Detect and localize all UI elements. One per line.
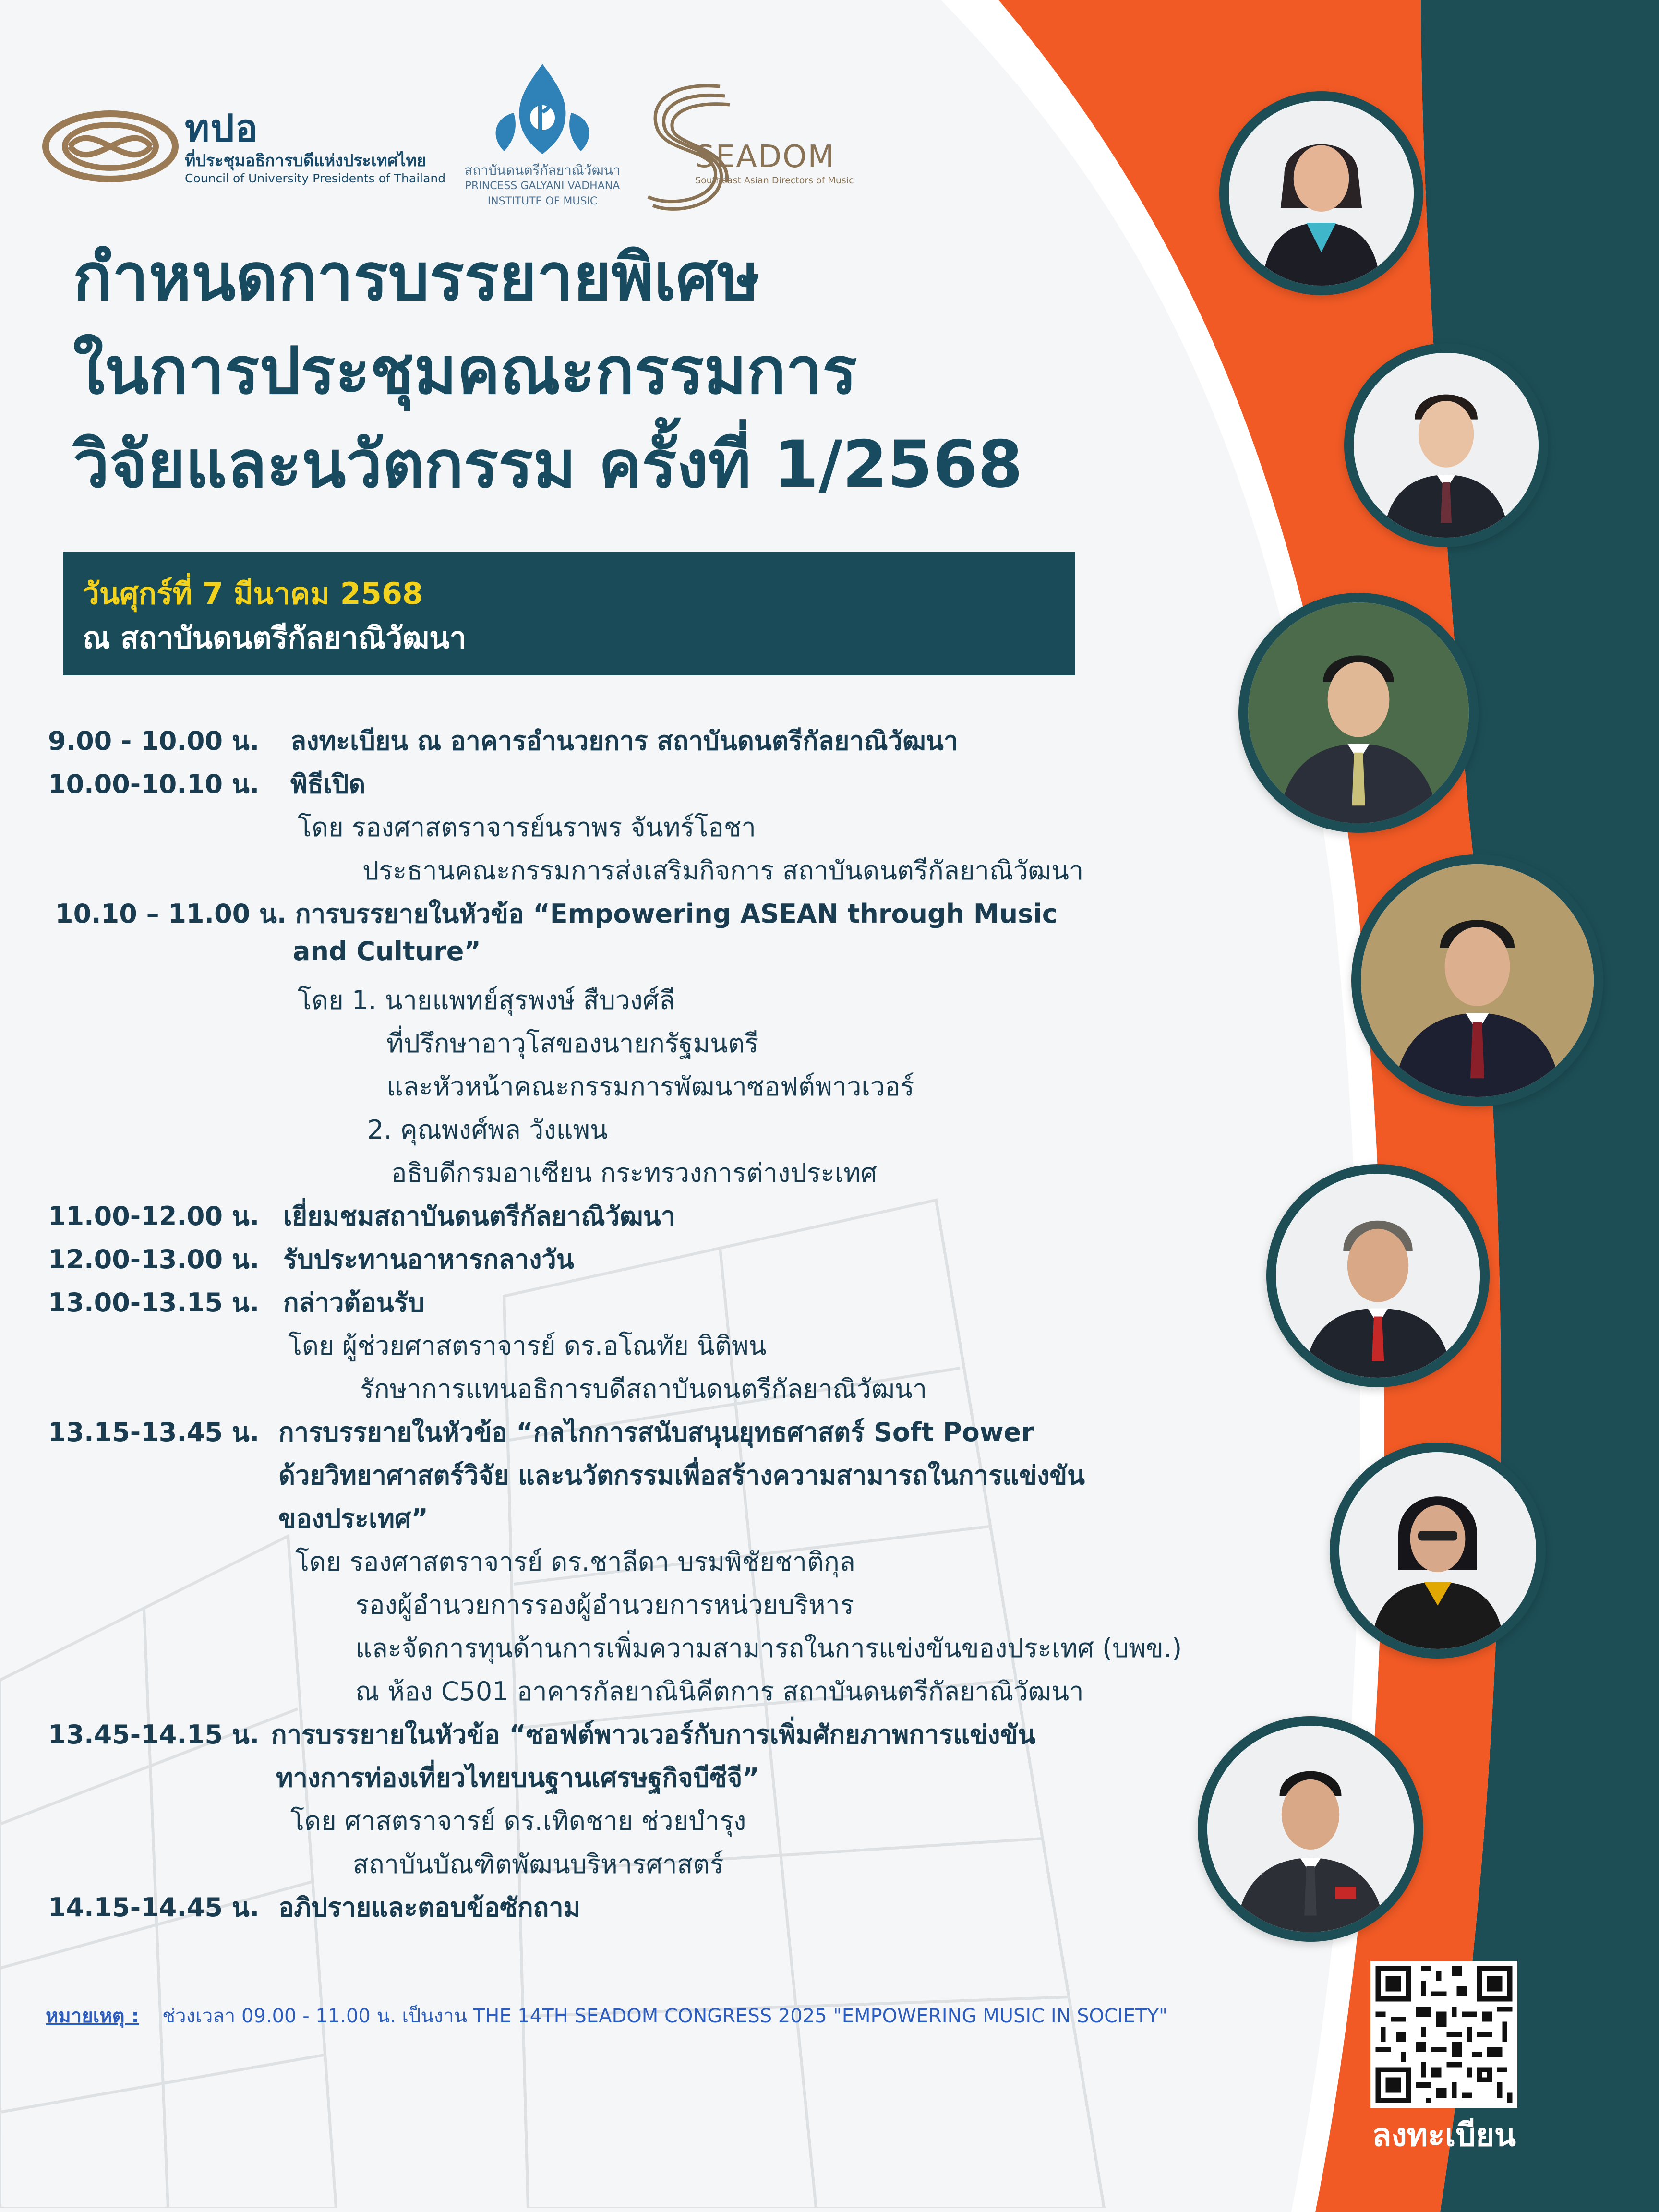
male-speaker-portrait-icon [1354, 353, 1539, 538]
schedule-item-1: ลงทะเบียน ณ อาคารอำนวยการ สถาบันดนตรีกัลยาณิวัฒนา [290, 726, 959, 756]
schedule-item-3-line-1: การบรรยายในหัวข้อ “Empowering ASEAN through Music [295, 899, 1058, 929]
schedule-role-7-1: รองผู้อำนวยการรองผู้อำนวยการหน่วยบริหาร [355, 1590, 854, 1620]
schedule-item-6: กล่าวต้อนรับ [283, 1287, 425, 1318]
female-speaker-portrait-icon [1229, 101, 1414, 286]
male-speaker-portrait-icon [1276, 1174, 1480, 1378]
schedule-role-3-1a: ที่ปรึกษาอาวุโสของนายกรัฐมนตรี [386, 1028, 759, 1058]
schedule-item-7-line-2: ด้วยวิทยาศาสตร์วิจัย และนวัตกรรมเพื่อสร้างความสามารถในการแข่งขัน [278, 1460, 1085, 1491]
pgvim-english-name-line-2: INSTITUTE OF MUSIC [487, 195, 598, 207]
schedule-role-7-2: และจัดการทุนด้านการเพิ่มความสามารถในการแข่งขันของประเทศ (บพข.) [355, 1633, 1182, 1663]
registration-qr-code[interactable] [1370, 1961, 1517, 2108]
speaker-photo-5 [1266, 1164, 1490, 1387]
seadom-name: SEADOM [695, 139, 835, 175]
note-label: หมายเหตุ : [46, 2005, 139, 2027]
schedule-time-9: 14.15-14.45 น. [48, 1892, 260, 1923]
cupt-logo [41, 103, 446, 190]
female-speaker-portrait-icon [1339, 1452, 1536, 1649]
speaker-photo-7 [1198, 1716, 1423, 1942]
event-venue: ณ สถาบันดนตรีกัลยาณิวัฒนา [83, 620, 467, 655]
schedule-role-8: สถาบันบัณฑิตพัฒนบริหารศาสตร์ [353, 1849, 724, 1879]
schedule-role-3-1b: และหัวหน้าคณะกรรมการพัฒนาซอฟต์พาวเวอร์ [386, 1071, 914, 1102]
cupt-thai-name: ที่ประชุมอธิการบดีแห่งประเทศไทย [185, 151, 426, 170]
schedule-role-2: ประธานคณะกรรมการส่งเสริมกิจการ สถาบันดนตรีกัลยาณิวัฒนา [362, 855, 1084, 886]
schedule-item-8-line-2: ทางการท่องเที่ยวไทยบนฐานเศรษฐกิจบีซีจี” [276, 1763, 759, 1793]
schedule-by-8: โดย ศาสตราจารย์ ดร.เทิดชาย ช่วยบำรุง [290, 1806, 746, 1836]
schedule-time-3: 10.10 – 11.00 น. [55, 899, 287, 929]
speaker-photo-6 [1330, 1443, 1546, 1659]
schedule-item-8-line-1: การบรรยายในหัวข้อ “ซอฟต์พาวเวอร์กับการเพิ่มศักยภาพการแข่งขัน [271, 1719, 1036, 1750]
schedule-time-5: 12.00-13.00 น. [48, 1244, 260, 1274]
schedule-time-2: 10.00-10.10 น. [48, 769, 260, 799]
register-label: ลงทะเบียน [1372, 2116, 1516, 2153]
schedule-by-3: โดย 1. นายแพทย์สุรพงษ์ สืบวงศ์ลี [298, 985, 675, 1015]
schedule-item-7-line-1: การบรรยายในหัวข้อ “กลไกการสนับสนุนยุทธศาสตร์ Soft Power [278, 1417, 1034, 1447]
schedule-time-1: 9.00 - 10.00 น. [48, 726, 260, 756]
schedule-role-3-2: อธิบดีกรมอาเซียน กระทรวงการต่างประเทศ [391, 1158, 877, 1188]
qr-code-icon [1370, 1961, 1517, 2108]
pgvim-emblem-icon [442, 60, 643, 158]
speaker-photo-1 [1219, 91, 1423, 295]
note-text: ช่วงเวลา 09.00 - 11.00 น. เป็นงาน THE 14TH SEADOM CONGRESS 2025 "EMPOWERING MUSIC IN SOCIETY" [162, 2005, 1168, 2027]
schedule-item-9: อภิปรายและตอบข้อซักถาม [278, 1892, 581, 1923]
schedule-by-7: โดย รองศาสตราจารย์ ดร.ชาลีดา บรมพิชัยชาติกุล [295, 1547, 855, 1577]
schedule-time-8: 13.45-14.15 น. [48, 1719, 260, 1750]
title-line-2: ในการประชุมคณะกรรมการ [73, 333, 857, 409]
date-venue-box [63, 552, 1075, 675]
schedule-time-4: 11.00-12.00 น. [48, 1201, 260, 1231]
schedule-role-6: รักษาการแทนอธิการบดีสถาบันดนตรีกัลยาณิวัฒนา [360, 1374, 927, 1404]
seadom-logo [638, 77, 854, 216]
pgvim-english-name-line-1: PRINCESS GALYANI VADHANA [465, 180, 620, 192]
schedule-time-6: 13.00-13.15 น. [48, 1287, 260, 1318]
cupt-abbreviation: ทปอ [185, 107, 259, 150]
speaker-photo-3 [1238, 593, 1479, 833]
male-speaker-portrait-icon [1361, 864, 1594, 1097]
event-date: วันศุกร์ที่ 7 มีนาคม 2568 [83, 576, 423, 611]
cupt-english-name: Council of University Presidents of Thailand [185, 171, 446, 185]
title-line-1: กำหนดการบรรยายพิเศษ [73, 240, 760, 315]
male-speaker-portrait-icon [1248, 602, 1469, 823]
schedule-by-6: โดย ผู้ช่วยศาสตราจารย์ ดร.อโณทัย นิติพน [288, 1331, 767, 1361]
seadom-subtitle: Southeast Asian Directors of Music [695, 175, 854, 186]
schedule-time-7: 13.15-13.45 น. [48, 1417, 260, 1447]
male-speaker-portrait-icon [1207, 1726, 1414, 1932]
cupt-emblem-icon [41, 108, 180, 185]
speaker-photo-4 [1351, 854, 1603, 1106]
schedule-role-7-3: ณ ห้อง C501 อาคารกัลยาณินิคีตการ สถาบันดนตรีกัลยาณิวัฒนา [355, 1676, 1084, 1707]
schedule-item-3-line-2: and Culture” [293, 936, 481, 966]
schedule-item-2: พิธีเปิด [290, 769, 366, 799]
schedule-item-4: เยี่ยมชมสถาบันดนตรีกัลยาณิวัฒนา [283, 1201, 675, 1231]
title-line-3: วิจัยและนวัตกรรม ครั้งที่ 1/2568 [73, 427, 1023, 502]
pgvim-logo [442, 60, 643, 218]
schedule-item-7-line-3: ของประเทศ” [278, 1503, 428, 1534]
pgvim-thai-name: สถาบันดนตรีกัลยาณิวัฒนา [464, 162, 621, 178]
schedule-by-2: โดย รองศาสตราจารย์นราพร จันทร์โอชา [298, 812, 756, 842]
schedule-item-5: รับประทานอาหารกลางวัน [283, 1244, 574, 1274]
speaker-photo-2 [1344, 343, 1548, 547]
schedule-speaker-3-2: 2. คุณพงศ์พล วังแพน [367, 1115, 608, 1145]
